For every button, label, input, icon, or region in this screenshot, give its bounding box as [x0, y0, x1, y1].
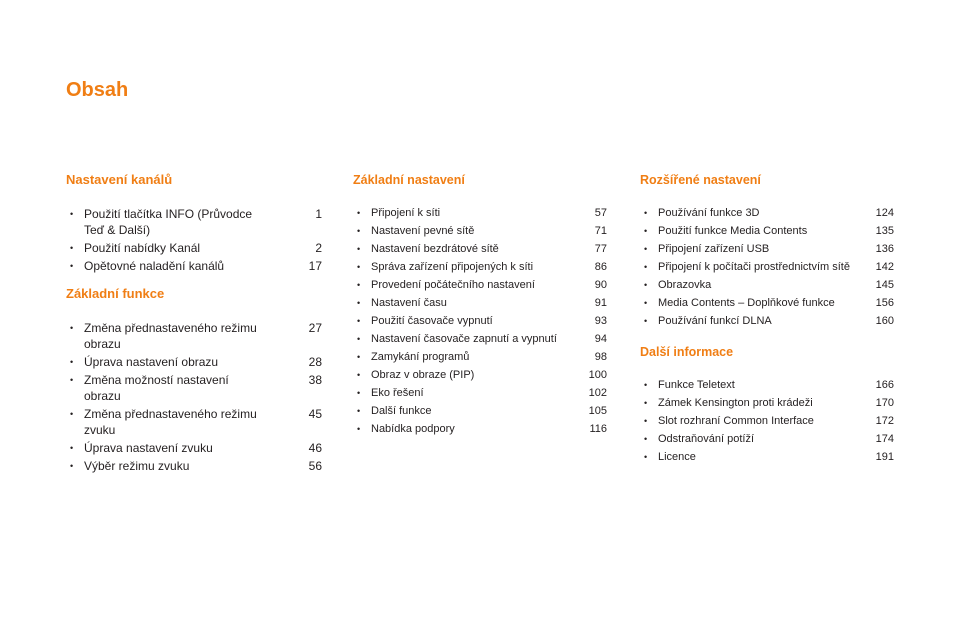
toc-entry[interactable] — [640, 242, 894, 256]
toc-entry[interactable] — [640, 278, 894, 292]
toc-entry[interactable] — [353, 350, 607, 364]
toc-entry-title: Použití tlačítka INFO (Průvodce Teď & Další) — [84, 207, 253, 237]
toc-entry[interactable] — [353, 224, 607, 238]
bullet-icon: • — [70, 243, 74, 253]
toc-entry[interactable] — [640, 296, 894, 310]
bullet-icon: • — [644, 398, 648, 408]
bullet-icon: • — [357, 280, 361, 290]
toc-entry-title: Změna přednastaveného režimu zvuku — [84, 407, 257, 437]
toc-entry-title: Nastavení času — [371, 297, 447, 309]
toc-entry[interactable] — [66, 354, 322, 370]
toc-entry-title: Obraz v obraze (PIP) — [371, 369, 475, 381]
toc-entry-page: 105 — [588, 405, 607, 417]
toc-entry-page: 17 — [308, 259, 322, 273]
toc-list — [640, 206, 894, 328]
toc-entry-page: 57 — [594, 207, 607, 219]
bullet-icon: • — [357, 316, 361, 326]
toc-entry-title: Slot rozhraní Common Interface — [658, 415, 814, 427]
section-title: Další informace — [640, 345, 734, 359]
toc-entry-page: 1 — [315, 207, 322, 221]
toc-entry-page: 38 — [308, 373, 322, 387]
toc-entry-title: Připojení zařízení USB — [658, 243, 770, 255]
toc-list — [66, 206, 322, 274]
toc-entry-title: Používání funkcí DLNA — [658, 315, 772, 327]
toc-entry-title: Další funkce — [371, 405, 432, 417]
bullet-icon: • — [70, 323, 74, 333]
toc-entry-title: Úprava nastavení zvuku — [84, 441, 213, 455]
toc-entry-title: Připojení k síti — [371, 207, 441, 219]
toc-entry[interactable] — [353, 206, 607, 220]
bullet-icon: • — [357, 370, 361, 380]
bullet-icon: • — [357, 244, 361, 254]
bullet-icon: • — [70, 261, 74, 271]
toc-entry-title: Změna možností nastavení obrazu — [84, 373, 229, 403]
toc-entry-title: Media Contents – Doplňkové funkce — [658, 297, 835, 309]
toc-entry-page: 136 — [875, 243, 894, 255]
bullet-icon: • — [644, 280, 648, 290]
toc-entry[interactable] — [66, 206, 322, 238]
bullet-icon: • — [357, 424, 361, 434]
toc-entry-title: Nastavení pevné sítě — [371, 225, 475, 237]
toc-list — [353, 206, 607, 436]
toc-entry[interactable] — [66, 320, 322, 352]
toc-entry-title: Provedení počátečního nastavení — [371, 279, 535, 291]
toc-entry-page: 156 — [875, 297, 894, 309]
section-title: Nastavení kanálů — [66, 172, 173, 187]
toc-entry[interactable] — [640, 396, 894, 410]
toc-entry-title: Odstraňování potíží — [658, 433, 754, 445]
bullet-icon: • — [644, 452, 648, 462]
bullet-icon: • — [644, 226, 648, 236]
toc-entry-page: 71 — [594, 225, 607, 237]
toc-entry[interactable] — [640, 450, 894, 464]
toc-entry[interactable] — [353, 404, 607, 418]
bullet-icon: • — [357, 352, 361, 362]
toc-list — [640, 378, 894, 464]
bullet-icon: • — [70, 209, 74, 219]
toc-entry-title: Licence — [658, 451, 696, 463]
toc-entry[interactable] — [66, 372, 322, 404]
toc-entry[interactable] — [353, 296, 607, 310]
bullet-icon: • — [70, 461, 74, 471]
toc-entry-title: Nastavení bezdrátové sítě — [371, 243, 499, 255]
toc-entry-page: 142 — [875, 261, 894, 273]
toc-entry-title: Použití funkce Media Contents — [658, 225, 808, 237]
toc-entry-page: 116 — [589, 423, 607, 435]
bullet-icon: • — [70, 443, 74, 453]
toc-entry-title: Eko řešení — [371, 387, 424, 399]
bullet-icon: • — [70, 409, 74, 419]
toc-entry-page: 135 — [875, 225, 894, 237]
toc-entry-title: Zámek Kensington proti krádeži — [658, 397, 813, 409]
toc-entry-page: 98 — [594, 351, 607, 363]
toc-section — [66, 286, 322, 476]
toc-entry-page: 124 — [875, 207, 894, 219]
toc-entry[interactable] — [640, 314, 894, 328]
toc-entry[interactable] — [640, 378, 894, 392]
page-title: Obsah — [66, 79, 129, 101]
toc-entry[interactable] — [66, 258, 322, 274]
toc-entry-page: 170 — [875, 397, 894, 409]
toc-entry-page: 93 — [594, 315, 607, 327]
toc-entry-title: Nabídka podpory — [371, 423, 455, 435]
toc-entry-page: 56 — [308, 459, 322, 473]
toc-section — [66, 172, 322, 276]
toc-entry-page: 160 — [875, 315, 894, 327]
toc-entry-page: 91 — [594, 297, 607, 309]
bullet-icon: • — [357, 262, 361, 272]
toc-entry[interactable] — [640, 432, 894, 446]
toc-entry[interactable] — [640, 224, 894, 238]
toc-entry[interactable] — [353, 278, 607, 292]
bullet-icon: • — [644, 208, 648, 218]
toc-entry-title: Správa zařízení připojených k síti — [371, 261, 534, 273]
toc-entry-page: 28 — [308, 355, 322, 369]
toc-entry-page: 102 — [588, 387, 607, 399]
bullet-icon: • — [357, 388, 361, 398]
bullet-icon: • — [70, 375, 74, 385]
toc-entry-page: 27 — [308, 321, 322, 335]
toc-entry-title: Použití nabídky Kanál — [84, 241, 201, 255]
toc-entry-title: Nastavení časovače zapnutí a vypnutí — [371, 333, 557, 345]
bullet-icon: • — [644, 298, 648, 308]
toc-entry-page: 94 — [594, 333, 607, 345]
toc-entry-page: 45 — [308, 407, 322, 421]
toc-entry[interactable] — [66, 458, 322, 474]
toc-entry[interactable] — [353, 368, 607, 382]
section-title: Základní funkce — [66, 286, 165, 301]
toc-section — [640, 172, 894, 332]
toc-entry[interactable] — [66, 240, 322, 256]
toc-entry-page: 174 — [875, 433, 894, 445]
toc-entry[interactable] — [640, 414, 894, 428]
toc-entry[interactable] — [353, 332, 607, 346]
toc-entry-page: 46 — [308, 441, 322, 455]
toc-entry-page: 166 — [875, 379, 894, 391]
toc-entry-page: 2 — [315, 241, 322, 255]
toc-entry-page: 145 — [875, 279, 894, 291]
toc-entry[interactable] — [66, 406, 322, 438]
toc-entry-title: Změna přednastaveného režimu obrazu — [84, 321, 257, 351]
toc-entry-page: 86 — [594, 261, 607, 273]
bullet-icon: • — [357, 298, 361, 308]
toc-entry-page: 77 — [594, 243, 607, 255]
toc-entry-title: Používání funkce 3D — [658, 207, 760, 219]
toc-entry[interactable] — [353, 314, 607, 328]
bullet-icon: • — [644, 434, 648, 444]
toc-entry[interactable] — [66, 440, 322, 456]
toc-entry-title: Připojení k počítači prostřednictvím sítě — [658, 261, 850, 273]
toc-entry-title: Funkce Teletext — [658, 379, 735, 391]
bullet-icon: • — [644, 262, 648, 272]
bullet-icon: • — [644, 416, 648, 426]
bullet-icon: • — [644, 316, 648, 326]
toc-section — [353, 172, 607, 440]
toc-entry-title: Výběr režimu zvuku — [84, 459, 190, 473]
toc-entry[interactable] — [353, 260, 607, 274]
toc-entry-title: Úprava nastavení obrazu — [84, 355, 219, 369]
bullet-icon: • — [357, 208, 361, 218]
bullet-icon: • — [357, 406, 361, 416]
toc-entry-title: Opětovné naladění kanálů — [84, 259, 225, 273]
toc-entry-page: 172 — [875, 415, 894, 427]
bullet-icon: • — [70, 357, 74, 367]
bullet-icon: • — [644, 380, 648, 390]
toc-section — [640, 344, 894, 468]
toc-entry-title: Zamykání programů — [371, 351, 470, 363]
toc-entry[interactable] — [353, 422, 607, 436]
section-title: Rozšířené nastavení — [640, 173, 761, 187]
bullet-icon: • — [357, 334, 361, 344]
toc-entry-page: 100 — [588, 369, 607, 381]
section-title: Základní nastavení — [353, 173, 465, 187]
bullet-icon: • — [644, 244, 648, 254]
toc-entry[interactable] — [353, 242, 607, 256]
toc-entry[interactable] — [353, 386, 607, 400]
toc-list — [66, 320, 322, 474]
toc-entry[interactable] — [640, 206, 894, 220]
toc-entry-title: Obrazovka — [658, 279, 712, 291]
toc-entry-page: 191 — [875, 451, 894, 463]
toc-entry-title: Použití časovače vypnutí — [371, 315, 493, 327]
bullet-icon: • — [357, 226, 361, 236]
toc-entry[interactable] — [640, 260, 894, 274]
toc-entry-page: 90 — [594, 279, 607, 291]
